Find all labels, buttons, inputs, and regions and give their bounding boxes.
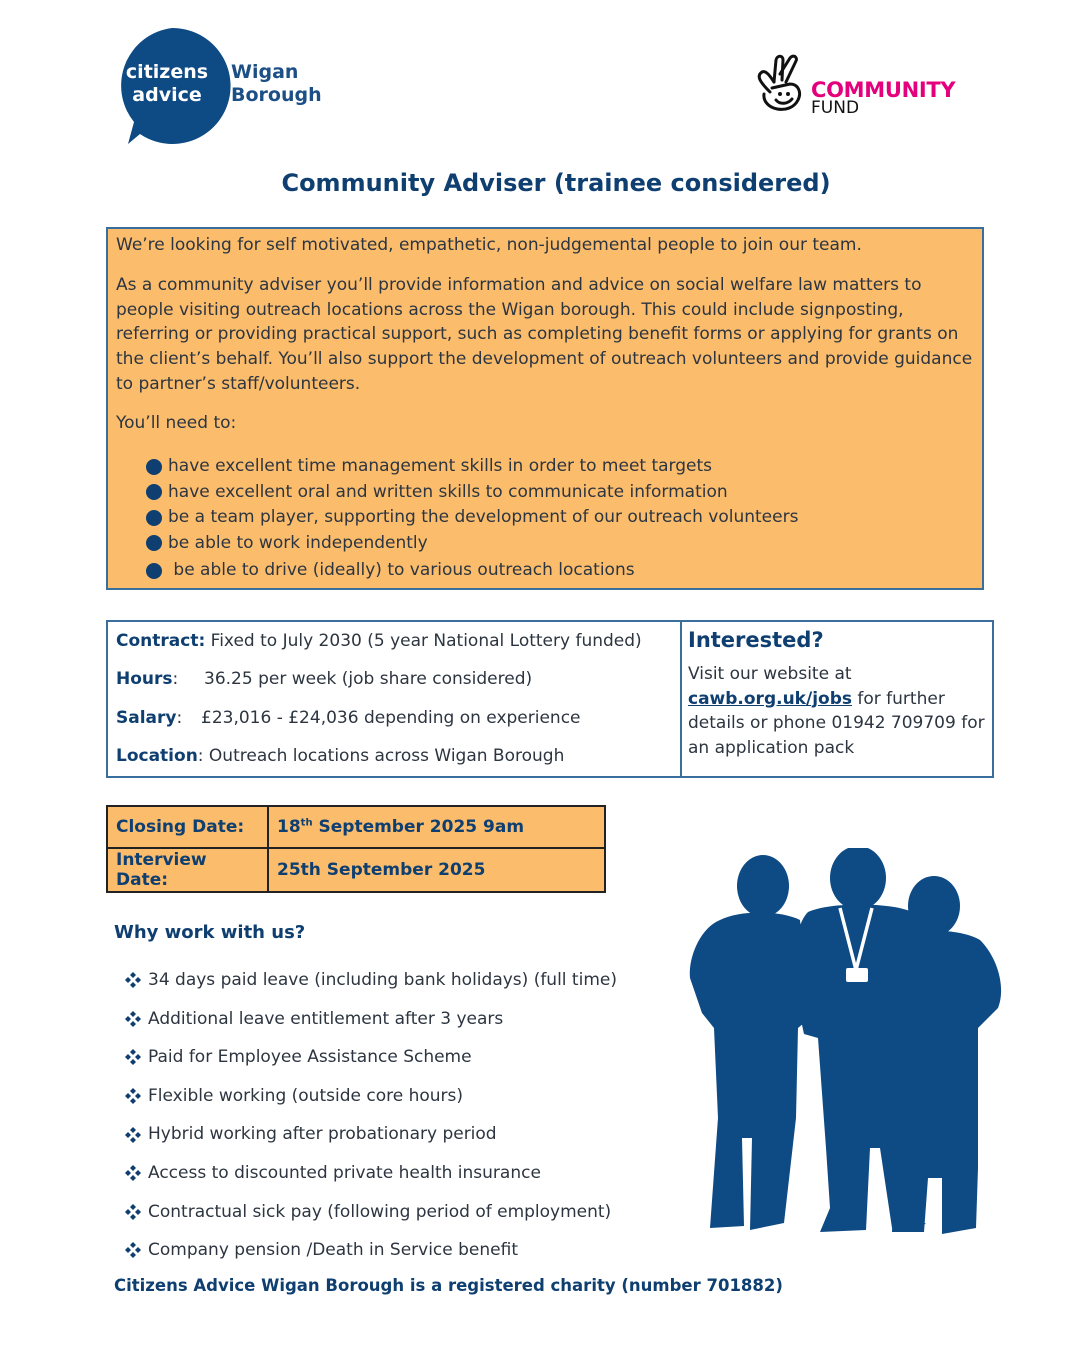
interview-date-row bbox=[107, 848, 605, 892]
hours-label: Hours bbox=[116, 669, 173, 689]
interview-date-label: Interview Date: bbox=[107, 848, 268, 892]
logo-org-wigan: Wigan bbox=[231, 61, 299, 83]
salary-label: Salary bbox=[116, 708, 177, 728]
contract-value: Fixed to July 2030 (5 year National Lottery funded) bbox=[210, 631, 642, 651]
diamond-bullet-icon bbox=[124, 971, 142, 989]
bullet-dot-icon bbox=[146, 563, 162, 579]
salary-row: Salary: £23,016 - £24,036 depending on experience bbox=[116, 708, 581, 728]
dates-table bbox=[106, 805, 606, 893]
list-item: Access to discounted private health insurance bbox=[124, 1154, 617, 1193]
interested-text: Visit our website at cawb.org.uk/jobs for further details or phone 01942 709709 for an application pack bbox=[688, 664, 985, 758]
intro-paragraph-1: We’re looking for self motivated, empathetic, non-judgemental people to join our team. bbox=[116, 235, 862, 255]
interested-heading: Interested? bbox=[688, 628, 824, 652]
charity-footer: Citizens Advice Wigan Borough is a registered charity (number 701882) bbox=[114, 1276, 783, 1295]
diamond-bullet-icon bbox=[124, 1241, 142, 1259]
diamond-bullet-icon bbox=[124, 1126, 142, 1144]
citizens-advice-logo bbox=[110, 26, 330, 150]
diamond-bullet-icon bbox=[124, 1010, 142, 1028]
hours-value: 36.25 per week (job share considered) bbox=[204, 669, 533, 689]
closing-date-value: 18th September 2025 9am bbox=[268, 806, 605, 848]
community-fund-logo bbox=[750, 52, 960, 122]
bullet-dot-icon bbox=[146, 535, 162, 551]
intro-box bbox=[106, 227, 984, 590]
interested-panel bbox=[688, 628, 988, 760]
divider bbox=[680, 622, 682, 776]
logo-word-citizens: citizens bbox=[125, 61, 209, 83]
hours-row: Hours: 36.25 per week (job share considered) bbox=[116, 669, 533, 689]
silhouettes-image bbox=[680, 848, 1010, 1240]
list-item: 34 days paid leave (including bank holidays) (full time) bbox=[124, 961, 617, 1000]
community-fund-word-community: COMMUNITY bbox=[811, 78, 956, 102]
list-item: Paid for Employee Assistance Scheme bbox=[124, 1038, 617, 1077]
bullet-dot-icon bbox=[146, 459, 162, 475]
benefits-list bbox=[124, 961, 617, 1270]
salary-value: £23,016 - £24,036 depending on experience bbox=[201, 708, 581, 728]
list-item: Hybrid working after probationary period bbox=[124, 1115, 617, 1154]
location-value: : Outreach locations across Wigan Borough bbox=[197, 746, 565, 766]
list-item: be able to work independently bbox=[146, 531, 798, 557]
page-title: Community Adviser (trainee considered) bbox=[281, 169, 831, 197]
diamond-bullet-icon bbox=[124, 1203, 142, 1221]
diamond-bullet-icon bbox=[124, 1164, 142, 1182]
location-label: Location bbox=[116, 746, 198, 766]
diamond-bullet-icon bbox=[124, 1087, 142, 1105]
contract-row bbox=[116, 631, 642, 651]
crossed-fingers-icon bbox=[750, 52, 806, 118]
closing-date-label: Closing Date: bbox=[107, 806, 268, 848]
logo-word-advice: advice bbox=[132, 84, 202, 106]
list-item: be able to drive (ideally) to various outreach locations bbox=[146, 558, 798, 584]
jobs-link[interactable]: cawb.org.uk/jobs bbox=[688, 688, 852, 709]
job-details-table bbox=[106, 620, 994, 778]
list-item: Flexible working (outside core hours) bbox=[124, 1077, 617, 1116]
location-row bbox=[116, 746, 564, 766]
closing-date-row bbox=[107, 806, 605, 848]
bullet-dot-icon bbox=[146, 484, 162, 500]
intro-paragraph-2: As a community adviser you’ll provide information and advice on social welfare law matters to people visiting outreach locations across the Wigan borough. This could include signposting, referring or providing practical support, such as completing benefit forms or applying for grants on the client’s behalf. You’ll also support the development of outreach volunteers and provide guidance to partner’s staff/volunteers. bbox=[116, 275, 973, 394]
list-item: Company pension /Death in Service benefit bbox=[124, 1231, 617, 1270]
interview-date-value: 25th September 2025 bbox=[268, 848, 605, 892]
list-item: Additional leave entitlement after 3 years bbox=[124, 1000, 617, 1039]
bullet-dot-icon bbox=[146, 510, 162, 526]
community-fund-word-fund: FUND bbox=[811, 98, 860, 118]
needs-list bbox=[146, 454, 798, 584]
why-heading: Why work with us? bbox=[114, 922, 306, 943]
contract-label: Contract: bbox=[116, 631, 206, 651]
list-item: be a team player, supporting the development of our outreach volunteers bbox=[146, 505, 798, 531]
diamond-bullet-icon bbox=[124, 1048, 142, 1066]
list-item: have excellent oral and written skills to communicate information bbox=[146, 480, 798, 506]
list-item: Contractual sick pay (following period of employment) bbox=[124, 1193, 617, 1232]
needs-heading: You’ll need to: bbox=[116, 413, 237, 433]
logo-org-borough: Borough bbox=[231, 84, 322, 106]
list-item: have excellent time management skills in order to meet targets bbox=[146, 454, 798, 480]
